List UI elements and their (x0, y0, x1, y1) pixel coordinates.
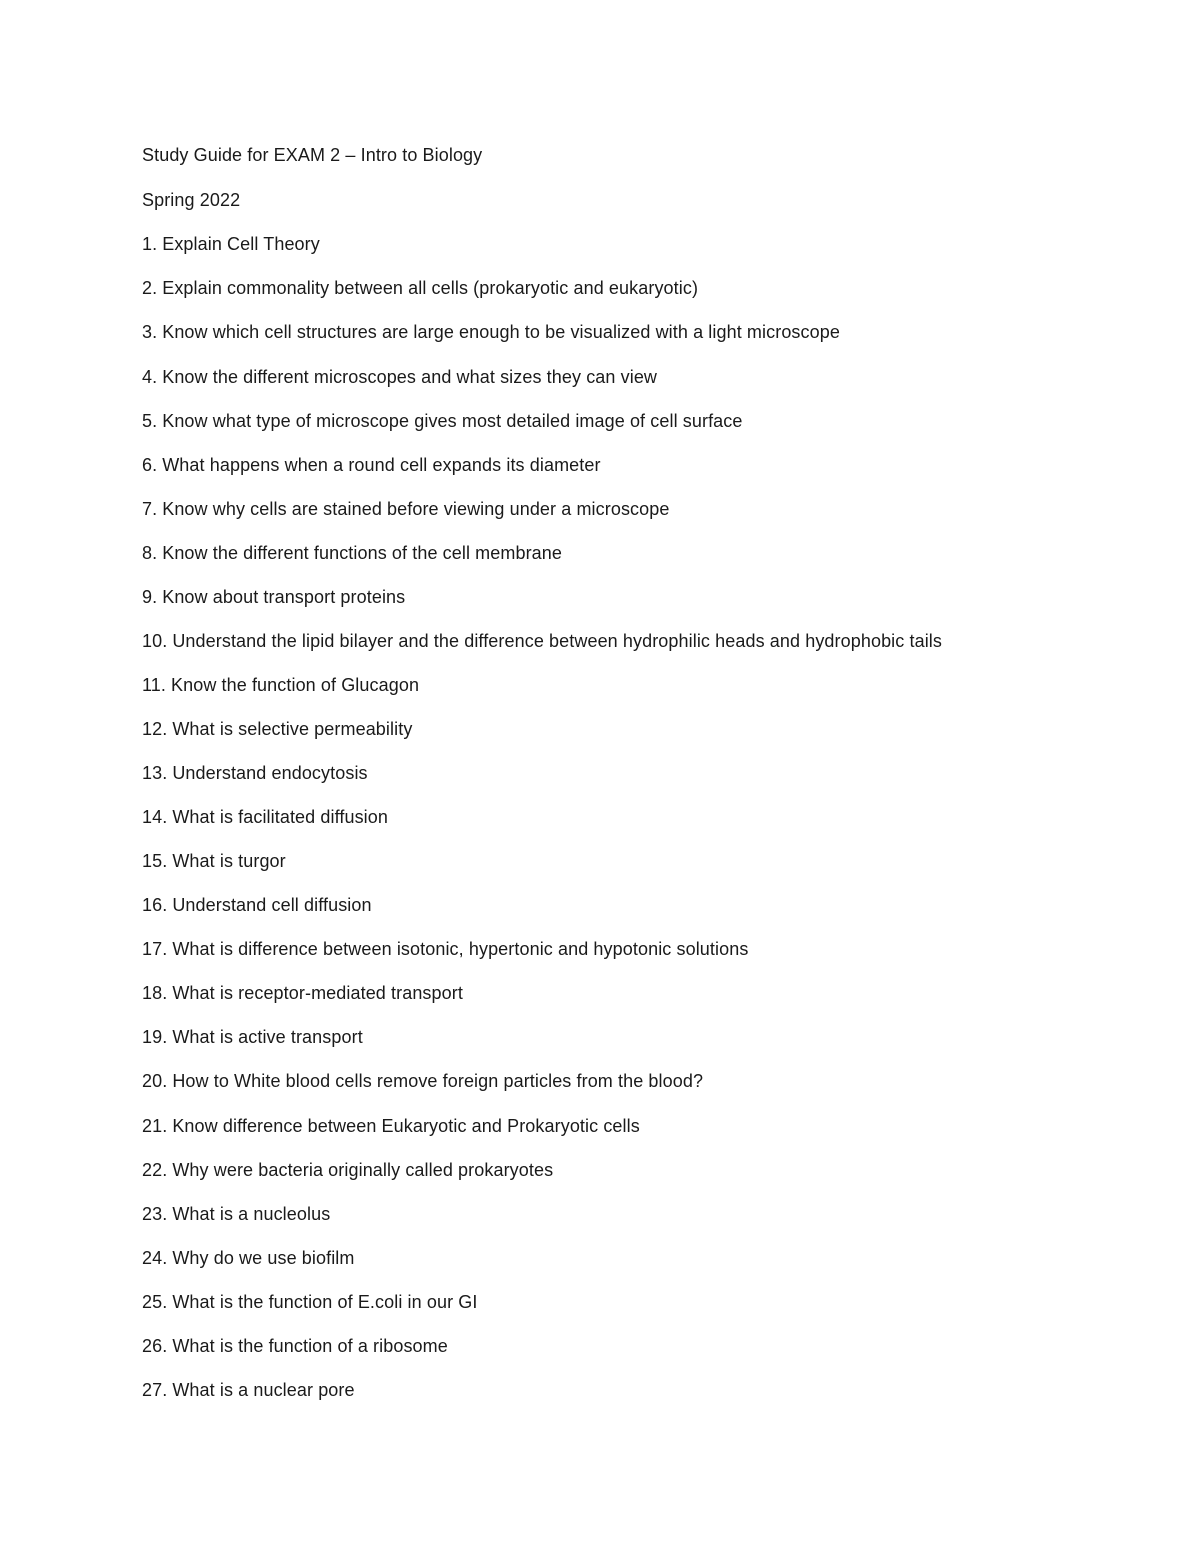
list-item (142, 630, 942, 652)
item-text: What is the function of E.coli in our GI (172, 1292, 478, 1312)
item-number: 23. (142, 1204, 168, 1224)
item-text: Explain commonality between all cells (prokaryotic and eukaryotic) (162, 278, 699, 298)
item-number: 11. (142, 675, 166, 695)
item-text: What is receptor-mediated transport (172, 983, 463, 1003)
item-text: Understand endocytosis (172, 763, 368, 783)
list-item (142, 277, 698, 299)
list-item (142, 1335, 448, 1357)
item-number: 26. (142, 1336, 168, 1356)
item-text: Know which cell structures are large enough to be visualized with a light microscope (162, 322, 840, 342)
item-number: 13. (142, 763, 168, 783)
item-number: 25. (142, 1292, 168, 1312)
list-item (142, 1070, 703, 1092)
list-item (142, 1026, 363, 1048)
item-number: 10. (142, 631, 168, 651)
list-item (142, 1115, 640, 1137)
item-number: 8. (142, 543, 158, 563)
item-text: Why were bacteria originally called prokaryotes (172, 1160, 554, 1180)
item-number: 19. (142, 1027, 168, 1047)
item-number: 15. (142, 851, 168, 871)
list-item (142, 1159, 553, 1181)
list-item (142, 542, 562, 564)
item-text: How to White blood cells remove foreign particles from the blood? (172, 1071, 704, 1091)
item-text: What is active transport (172, 1027, 363, 1047)
list-item (142, 1379, 355, 1401)
item-text: Know about transport proteins (162, 587, 406, 607)
item-number: 5. (142, 411, 158, 431)
item-number: 1. (142, 234, 158, 254)
item-text: Understand the lipid bilayer and the difference between hydrophilic heads and hydrophobic tails (172, 631, 942, 651)
list-item (142, 850, 286, 872)
item-text: What is a nuclear pore (172, 1380, 355, 1400)
item-number: 2. (142, 278, 158, 298)
item-text: Know the function of Glucagon (171, 675, 420, 695)
list-item (142, 366, 657, 388)
item-text: Know the different functions of the cell membrane (162, 543, 563, 563)
item-number: 7. (142, 499, 158, 519)
item-text: Know what type of microscope gives most detailed image of cell surface (162, 411, 743, 431)
item-text: Why do we use biofilm (172, 1248, 355, 1268)
item-text: What happens when a round cell expands its diameter (162, 455, 601, 475)
item-number: 9. (142, 587, 158, 607)
item-number: 18. (142, 983, 168, 1003)
item-text: What is the function of a ribosome (172, 1336, 448, 1356)
list-item (142, 762, 368, 784)
list-item (142, 1203, 330, 1225)
item-number: 22. (142, 1160, 168, 1180)
list-item (142, 586, 405, 608)
document-term: Spring 2022 (142, 190, 241, 210)
item-text: Know why cells are stained before viewing under a microscope (162, 499, 670, 519)
list-item (142, 982, 463, 1004)
list-item (142, 674, 419, 696)
item-number: 17. (142, 939, 168, 959)
item-text: What is difference between isotonic, hypertonic and hypotonic solutions (172, 939, 749, 959)
item-text: Explain Cell Theory (162, 234, 320, 254)
item-number: 14. (142, 807, 168, 827)
list-item (142, 498, 669, 520)
list-item (142, 454, 601, 476)
item-text: What is selective permeability (172, 719, 413, 739)
item-number: 21. (142, 1116, 168, 1136)
list-item (142, 410, 743, 432)
list-item (142, 938, 748, 960)
item-text: Know difference between Eukaryotic and Prokaryotic cells (172, 1116, 640, 1136)
list-item (142, 806, 388, 828)
item-text: What is facilitated diffusion (172, 807, 389, 827)
item-text: Understand cell diffusion (172, 895, 372, 915)
item-number: 4. (142, 367, 158, 387)
item-number: 6. (142, 455, 158, 475)
item-text: What is a nucleolus (172, 1204, 331, 1224)
item-number: 3. (142, 322, 158, 342)
item-text: What is turgor (172, 851, 286, 871)
list-item (142, 233, 320, 255)
list-item (142, 1291, 477, 1313)
list-item (142, 321, 840, 343)
item-number: 12. (142, 719, 168, 739)
item-number: 24. (142, 1248, 168, 1268)
item-number: 27. (142, 1380, 168, 1400)
item-number: 20. (142, 1071, 168, 1091)
item-number: 16. (142, 895, 168, 915)
list-item (142, 718, 412, 740)
list-item (142, 894, 372, 916)
document-title: Study Guide for EXAM 2 – Intro to Biology (142, 145, 483, 165)
item-text: Know the different microscopes and what sizes they can view (162, 367, 658, 387)
list-item (142, 1247, 355, 1269)
